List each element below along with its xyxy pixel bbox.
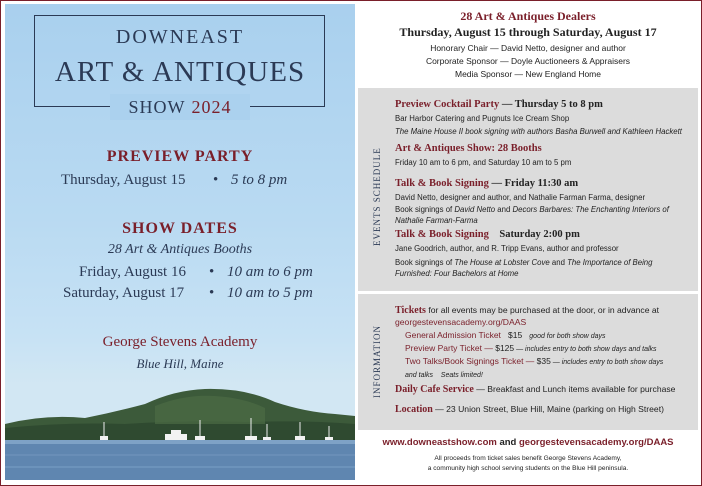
dealers-dates: Thursday, August 15 through Saturday, August 17 bbox=[399, 25, 657, 39]
location-line: Location — 23 Union Street, Blue Hill, Maine (parking on High Street) bbox=[395, 404, 664, 415]
show-bullet-1: • bbox=[209, 264, 215, 280]
gsa-url[interactable]: georgestevensacademy.org/DAAS bbox=[519, 437, 674, 448]
show-dates-heading: SHOW DATES bbox=[122, 220, 238, 237]
event-talk-friday-speakers: David Netto, designer and author, and Nathalie Farman Farma, designer bbox=[395, 193, 646, 202]
preview-bullet: • bbox=[213, 172, 219, 188]
event-talk-saturday-books-cont: Furnished: Four Bachelors at Home bbox=[395, 269, 519, 278]
show-date-friday: Friday, August 16 bbox=[79, 264, 186, 280]
price-talks: Two Talks/Book Signings Ticket — $35 — includes entry to both show days bbox=[405, 356, 664, 366]
show-time-friday: 10 am to 6 pm bbox=[227, 264, 313, 280]
event-show-hours: Friday 10 am to 6 pm, and Saturday 10 am to 5 pm bbox=[395, 158, 572, 167]
dealers-title: 28 Art & Antiques Dealers bbox=[460, 9, 596, 23]
preview-party-time: 5 to 8 pm bbox=[231, 172, 288, 188]
title-show-year: SHOW 2024 bbox=[128, 97, 232, 117]
information-label: INFORMATION bbox=[372, 324, 382, 398]
event-talk-saturday-speakers: Jane Goodrich, author, and R. Tripp Evans, author and professor bbox=[395, 244, 619, 253]
corporate-sponsor: Corporate Sponsor — Doyle Auctioneers & Appraisers bbox=[425, 56, 631, 66]
booths-subheading: 28 Art & Antiques Booths bbox=[107, 242, 253, 257]
cafe-line: Daily Cafe Service — Breakfast and Lunch items available for purchase bbox=[395, 384, 676, 395]
preview-party-heading: PREVIEW PARTY bbox=[106, 148, 254, 165]
price-general: General Admission Ticket $15 good for both show days bbox=[405, 330, 606, 340]
show-bullet-2: • bbox=[209, 285, 215, 301]
venue-town: Blue Hill, Maine bbox=[136, 356, 224, 371]
price-preview: Preview Party Ticket — $125 — includes entry to both show days and talks bbox=[405, 343, 657, 353]
event-talk-friday-title: Talk & Book Signing — Friday 11:30 am bbox=[395, 178, 579, 189]
event-preview-line: Bar Harbor Catering and Pugnuts Ice Cream Shop bbox=[395, 114, 570, 123]
footer-urls: www.downeastshow.com and georgestevensacademy.org/DAAS bbox=[382, 437, 674, 448]
tickets-url[interactable]: georgestevensacademy.org/DAAS bbox=[395, 317, 527, 327]
event-preview-title: Preview Cocktail Party — Thursday 5 to 8 pm bbox=[395, 99, 603, 110]
events-schedule-label: EVENTS SCHEDULE bbox=[372, 147, 382, 246]
title-art-antiques: ART & ANTIQUES bbox=[54, 56, 306, 88]
downeast-url[interactable]: www.downeastshow.com bbox=[382, 437, 497, 448]
event-show-title: Art & Antiques Show: 28 Booths bbox=[395, 143, 542, 154]
preview-party-day: Thursday, August 15 bbox=[61, 172, 186, 188]
show-date-saturday: Saturday, August 17 bbox=[63, 285, 185, 301]
event-talk-friday-books-cont: Nathalie Farman-Farma bbox=[395, 216, 478, 225]
media-sponsor: Media Sponsor — New England Home bbox=[455, 69, 601, 79]
show-time-saturday: 10 am to 5 pm bbox=[227, 285, 313, 301]
honorary-chair: Honorary Chair — David Netto, designer and author bbox=[430, 43, 626, 53]
event-preview-book-signing: The Maine House II book signing with authors Basha Burwell and Kathleen Hackett bbox=[395, 127, 682, 136]
event-talk-saturday-books: Book signings of The House at Lobster Cove and The Importance of Being bbox=[395, 258, 653, 267]
footer-proceeds: All proceeds from ticket sales benefit George Stevens Academy, bbox=[434, 455, 622, 462]
harbor-photo bbox=[5, 384, 355, 480]
left-panel bbox=[5, 4, 355, 480]
title-downeast: DOWNEAST bbox=[115, 26, 245, 48]
event-talk-friday-books: Book signings of David Netto and Decors Barbares: The Enchanting Interiors of bbox=[395, 205, 669, 214]
venue-name: George Stevens Academy bbox=[102, 334, 258, 350]
event-talk-saturday-title: Talk & Book Signing Saturday 2:00 pm bbox=[395, 229, 580, 240]
footer-community: a community high school serving students on the Blue Hill peninsula. bbox=[427, 465, 629, 472]
price-talks-tail: and talks Seats limited! bbox=[405, 372, 483, 379]
tickets-line: Tickets for all events may be purchased at the door, or in advance at bbox=[395, 305, 660, 316]
